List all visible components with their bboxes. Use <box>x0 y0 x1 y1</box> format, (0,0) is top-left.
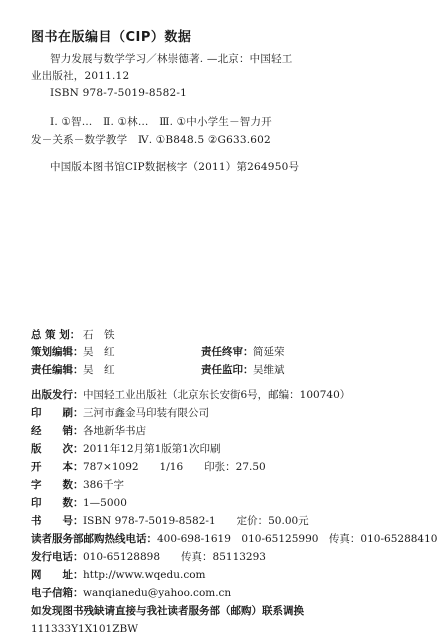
cip-subjects-line-1: Ⅰ. ①智… Ⅱ. ①林… Ⅲ. ①中小学生－智力开 <box>50 116 272 128</box>
imprint-row-responsible <box>31 363 391 377</box>
imprint-label: 读者服务部邮购热线电话： <box>31 533 157 545</box>
imprint-email <box>31 586 231 600</box>
imprint-value: 吴维斌 <box>253 364 285 376</box>
imprint-value: 简延荣 <box>253 346 285 358</box>
cip-record-number: 中国版本图书馆CIP数据核字（2011）第264950号 <box>50 161 300 173</box>
imprint-value: 各地新华书店 <box>83 425 146 437</box>
cip-entry-line-2: 业出版社，2011.12 <box>31 70 130 82</box>
imprint-value: 2011年12月第1版第1次印刷 <box>83 443 221 455</box>
imprint-label: 电子信箱： <box>31 587 84 599</box>
imprint-edition <box>31 442 220 456</box>
imprint-publisher <box>31 388 350 402</box>
imprint-chief-planner <box>31 328 115 342</box>
imprint-label: 经 销： <box>31 425 84 437</box>
imprint-row-editors <box>31 345 391 359</box>
imprint-printer <box>31 406 209 420</box>
cip-title: 图书在版编目（CIP）数据 <box>31 30 192 45</box>
imprint-value: 787×1092 1/16 印张：27.50 <box>83 461 266 473</box>
imprint-label: 责任监印： <box>201 364 254 376</box>
imprint-value: 吴 红 <box>83 346 115 358</box>
imprint-value: http://www.wqedu.com <box>83 569 206 581</box>
imprint-label: 版 次： <box>31 443 84 455</box>
imprint-value: 010-65128898 传真：85113293 <box>83 551 266 563</box>
imprint-distribution-phone <box>31 550 266 564</box>
imprint-print-run <box>31 496 127 510</box>
imprint-reader-service <box>31 532 437 546</box>
imprint-value: 中国轻工业出版社（北京东长安街6号，邮编：100740） <box>83 389 351 401</box>
imprint-responsible-supervisor <box>201 363 285 377</box>
imprint-label: 开 本： <box>31 461 84 473</box>
imprint-label: 书 号： <box>31 515 84 527</box>
imprint-format <box>31 460 266 474</box>
imprint-label: 网 址： <box>31 569 84 581</box>
cip-subjects-line-2: 发－关系－数学教学 Ⅳ. ①B848.5 ②G633.602 <box>31 134 271 146</box>
imprint-defect-notice: 如发现图书残缺请直接与我社读者服务部（邮购）联系调换 <box>31 605 304 617</box>
imprint-label: 发行电话： <box>31 551 84 563</box>
imprint-book-number <box>31 514 309 528</box>
imprint-label: 印 数： <box>31 497 84 509</box>
imprint-value: 吴 红 <box>83 364 115 376</box>
imprint-value: 三河市鑫金马印装有限公司 <box>83 407 209 419</box>
imprint-word-count <box>31 478 124 492</box>
imprint-code: 111333Y1X101ZBW <box>31 623 139 635</box>
imprint-value: 1—5000 <box>83 497 127 509</box>
imprint-value: 石 铁 <box>83 329 115 341</box>
cip-entry-line-1: 智力发展与数学学习／林崇德著. —北京：中国轻工 <box>50 53 293 65</box>
imprint-website <box>31 568 206 582</box>
imprint-label: 责任终审： <box>201 346 254 358</box>
imprint-label: 责任编辑： <box>31 364 84 376</box>
imprint-value: wanqianedu@yahoo.com.cn <box>83 587 232 599</box>
imprint-label: 印 刷： <box>31 407 84 419</box>
imprint-value: 386千字 <box>83 479 125 491</box>
imprint-label: 出版发行： <box>31 389 84 401</box>
imprint-label: 总 策 划： <box>31 329 81 341</box>
imprint-final-reviewer <box>201 345 285 359</box>
imprint-label: 字 数： <box>31 479 84 491</box>
imprint-distributor <box>31 424 146 438</box>
cip-isbn: ISBN 978-7-5019-8582-1 <box>50 87 188 99</box>
imprint-label: 策划编辑： <box>31 346 84 358</box>
imprint-value: ISBN 978-7-5019-8582-1 定价：50.00元 <box>83 515 309 527</box>
imprint-value: 400-698-1619 010-65125990 传真：010-65288410 <box>157 533 437 545</box>
